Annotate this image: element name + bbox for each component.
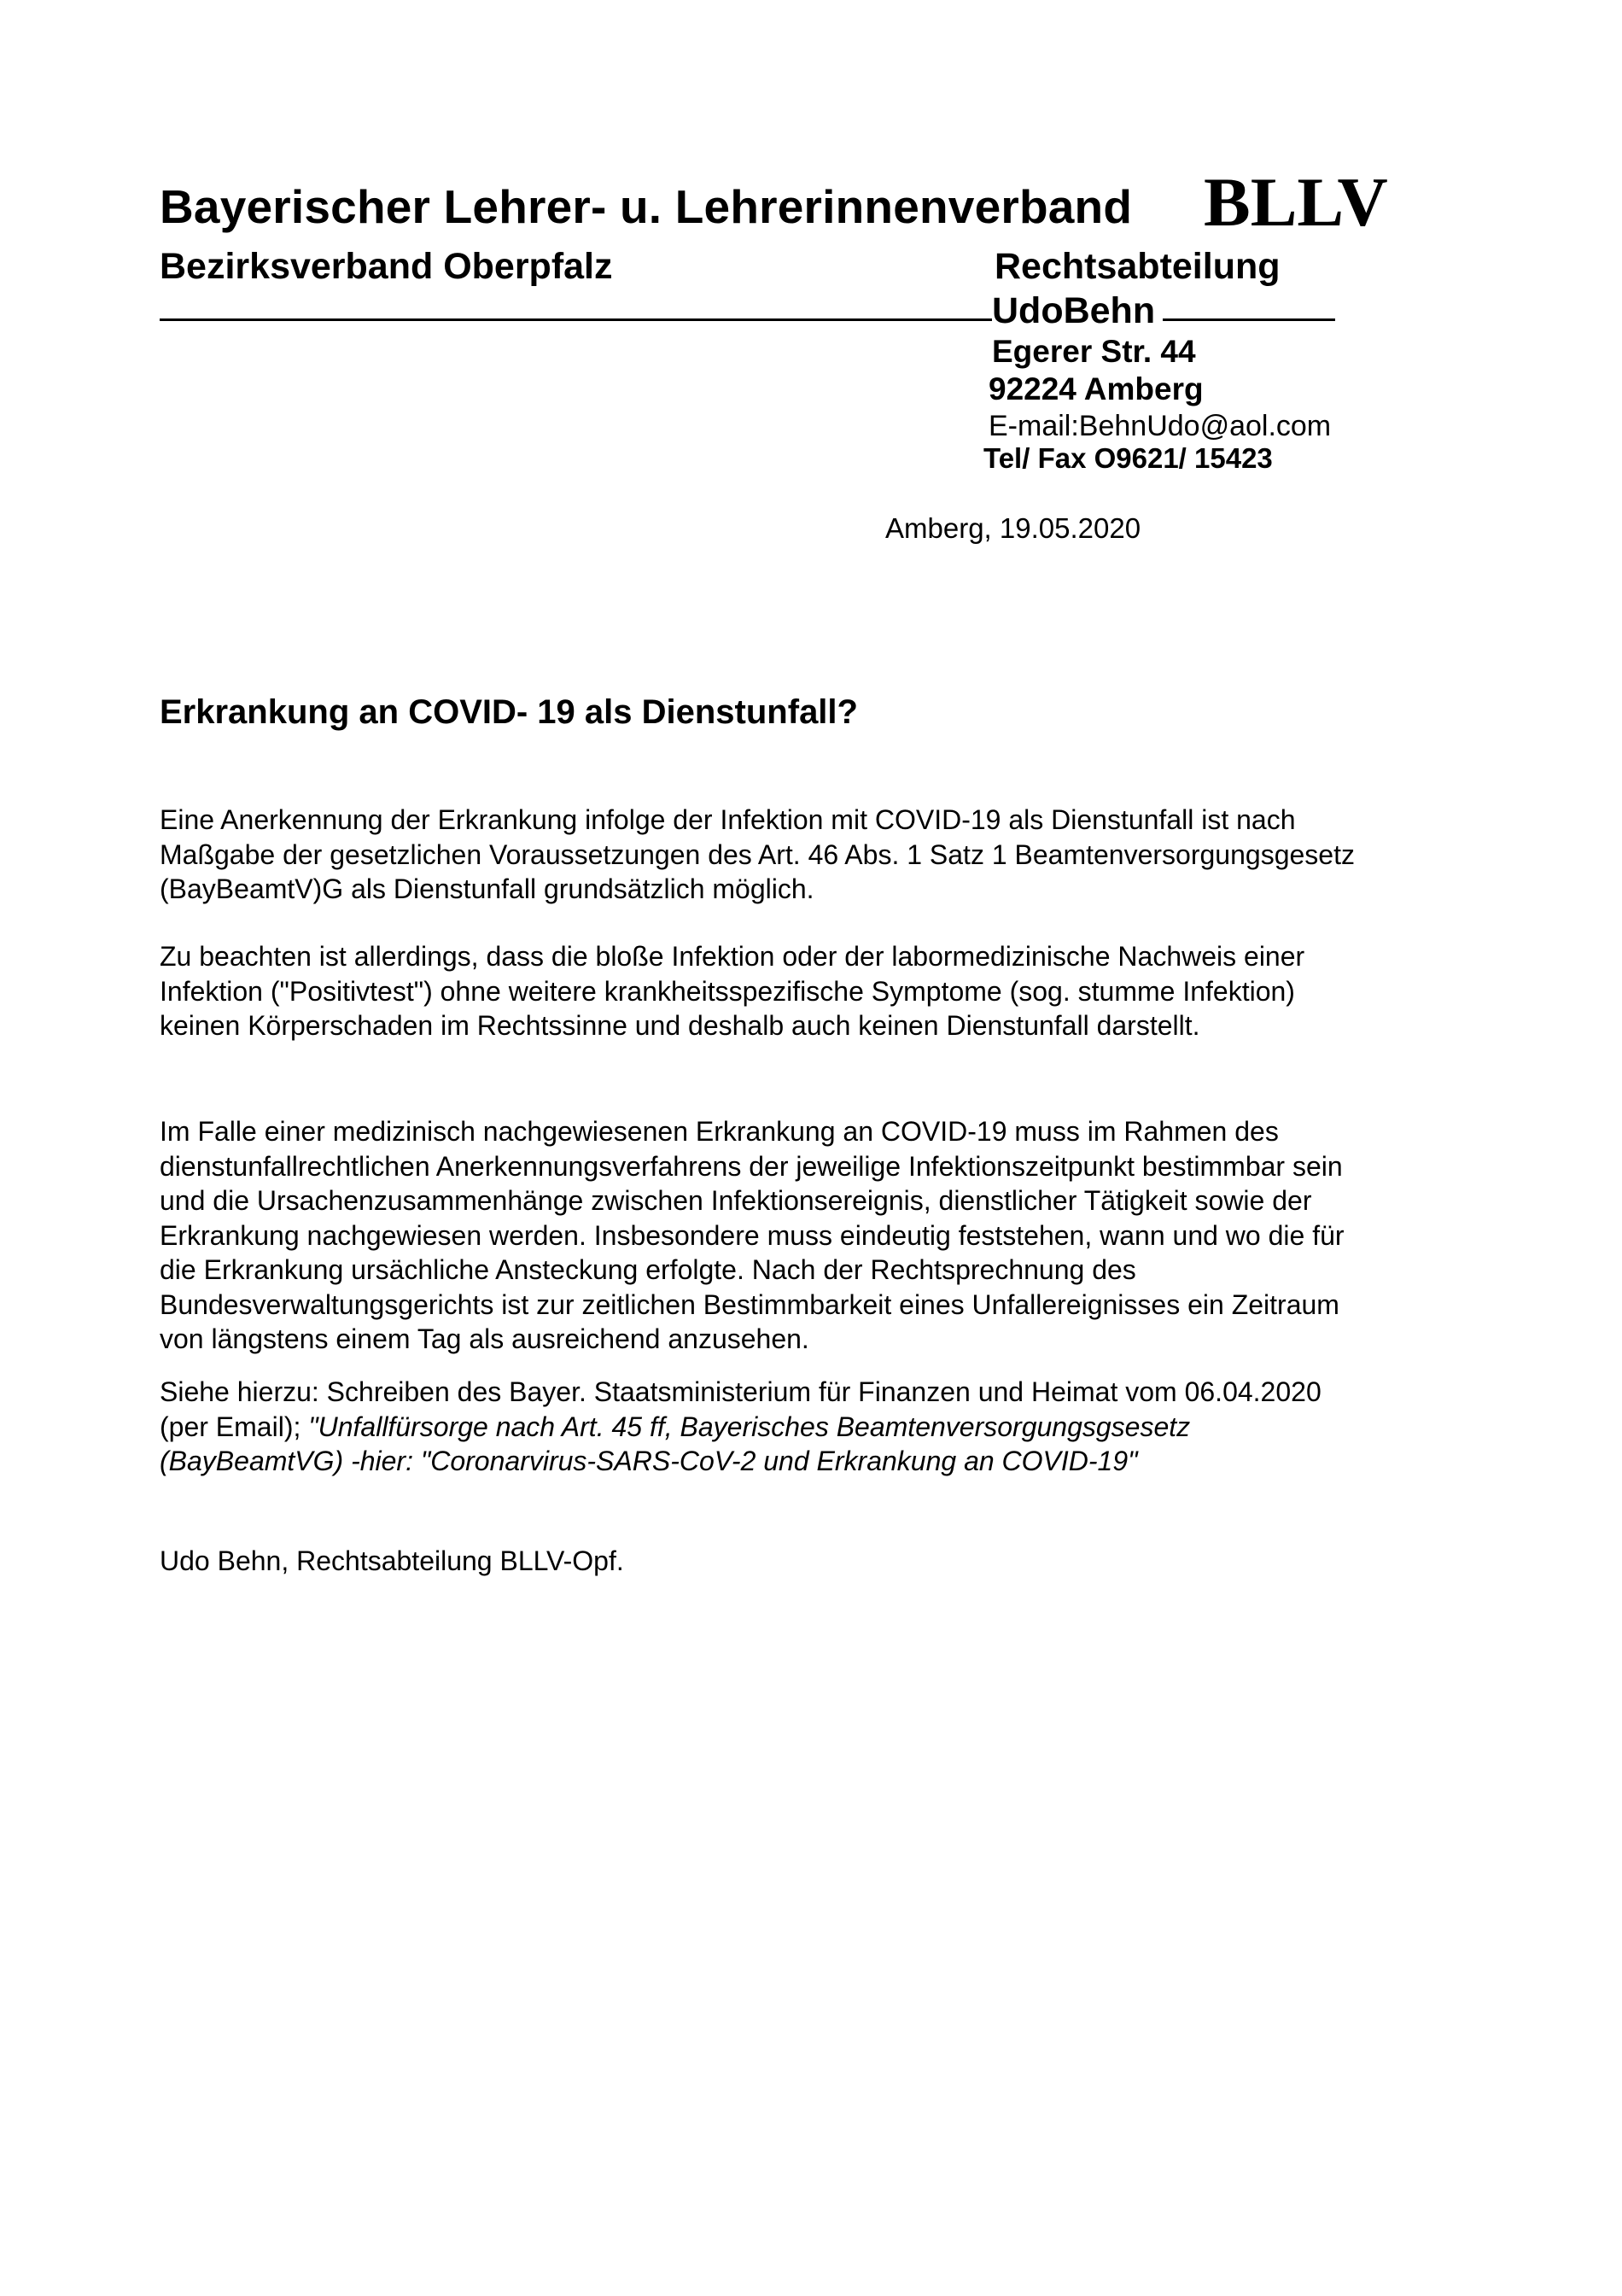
paragraph-line: (BayBeamtV)G als Dienstunfall grundsätzlich möglich.	[160, 873, 814, 904]
paragraph-silent-infection	[160, 939, 1491, 1043]
paragraph-line: und die Ursachenzusammenhänge zwischen Infektionsereignis, dienstlicher Tätigkeit sowie der	[160, 1185, 1312, 1216]
letter-subject: Erkrankung an COVID- 19 als Dienstunfall?	[160, 693, 858, 731]
paragraph-line: Siehe hierzu: Schreiben des Bayer. Staatsministerium für Finanzen und Heimat vom 06.04.2020	[160, 1376, 1322, 1407]
header-rule-line	[160, 318, 992, 321]
reference-title: "Unfallfürsorge nach Art. 45 ff, Bayerisches Beamtenversorgungsgsesetz	[308, 1411, 1191, 1442]
paragraph-line: Maßgabe der gesetzlichen Voraussetzungen des Art. 46 Abs. 1 Satz 1 Beamtenversorgungsgesetz	[160, 838, 1355, 870]
paragraph-reference	[160, 1375, 1491, 1479]
paragraph-line: die Erkrankung ursächliche Ansteckung erfolgte. Nach der Rechtsprechnung des	[160, 1254, 1136, 1285]
sender-department: Rechtsabteilung	[995, 246, 1281, 287]
paragraph-recognition	[160, 803, 1491, 907]
paragraph-line: Eine Anerkennung der Erkrankung infolge der Infektion mit COVID-19 als Dienstunfall ist nach	[160, 804, 1296, 835]
sender-email: E-mail:BehnUdo@aol.com	[989, 410, 1332, 442]
signature: Udo Behn, Rechtsabteilung BLLV-Opf.	[160, 1545, 624, 1576]
sender-tel-fax: Tel/ Fax O9621/ 15423	[983, 442, 1273, 474]
paragraph-line: Infektion ("Positivtest") ohne weitere krankheitsspezifische Symptome (sog. stumme Infektion)	[160, 975, 1295, 1007]
header-rule-line-tail	[1163, 318, 1335, 321]
place-date: Amberg, 19.05.2020	[885, 512, 1141, 544]
paragraph-proof-requirements	[160, 1114, 1491, 1357]
sender-city: 92224 Amberg	[989, 371, 1204, 406]
sender-name: UdoBehn	[992, 290, 1156, 331]
paragraph-line: Bundesverwaltungsgerichts ist zur zeitlichen Bestimmbarkeit eines Unfallereignisses ein Zeitraum	[160, 1288, 1339, 1320]
organization-name: Bayerischer Lehrer- u. Lehrerinnenverband	[160, 180, 1133, 233]
paragraph-line: dienstunfallrechtlichen Anerkennungsverfahrens der jeweilige Infektionszeitpunkt bestimmbar sein	[160, 1150, 1343, 1182]
paragraph-line: Erkrankung nachgewiesen werden. Insbesondere muss eindeutig feststehen, wann und wo die für	[160, 1219, 1345, 1251]
paragraph-line	[160, 1410, 1491, 1445]
sender-street: Egerer Str. 44	[992, 334, 1196, 369]
reference-prefix: (per Email);	[160, 1411, 309, 1442]
bllv-logo-text: BLLV	[1204, 163, 1388, 241]
district-name: Bezirksverband Oberpfalz	[160, 246, 613, 287]
paragraph-line: von längstens einem Tag als ausreichend anzusehen.	[160, 1323, 809, 1354]
paragraph-line: keinen Körperschaden im Rechtssinne und deshalb auch keinen Dienstunfall darstellt.	[160, 1010, 1200, 1041]
paragraph-line: Zu beachten ist allerdings, dass die bloße Infektion oder der labormedizinische Nachweis einer	[160, 941, 1305, 972]
reference-title-continued: (BayBeamtVG) -hier: "Coronarvirus-SARS-CoV-2 und Erkrankung an COVID-19"	[160, 1446, 1138, 1476]
paragraph-line: Im Falle einer medizinisch nachgewiesenen Erkrankung an COVID-19 muss im Rahmen des	[160, 1116, 1279, 1147]
